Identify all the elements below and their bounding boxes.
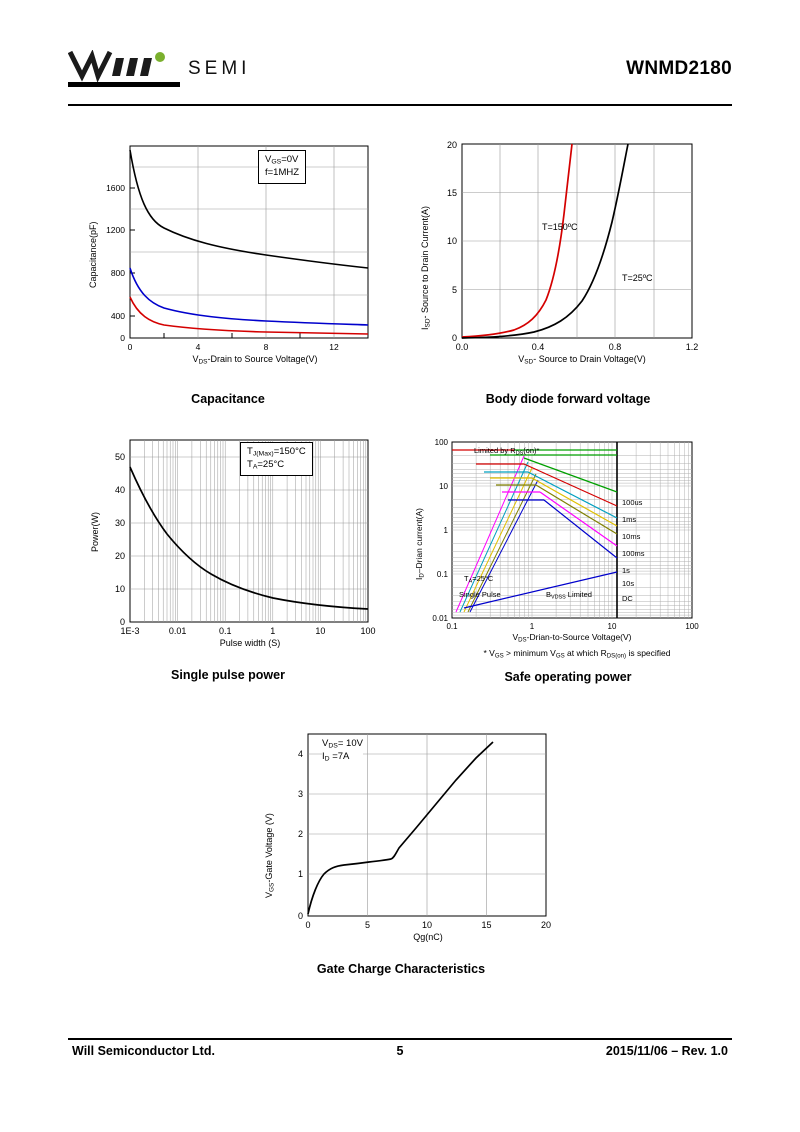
svg-text:1200: 1200 bbox=[106, 225, 125, 235]
safe-operating-caption: Safe operating power bbox=[504, 670, 632, 684]
annotation-bvdss-limited: $B_{VDSS}$ Limited bbox=[546, 590, 592, 601]
single-pulse-annotation bbox=[240, 442, 313, 476]
svg-text:20: 20 bbox=[540, 920, 552, 930]
svg-text:0.01: 0.01 bbox=[432, 614, 448, 623]
footer-company: Will Semiconductor Ltd. bbox=[72, 1044, 215, 1058]
svg-text:10: 10 bbox=[114, 584, 125, 594]
footer-page-number: 5 bbox=[396, 1044, 404, 1058]
svg-text:0: 0 bbox=[451, 333, 457, 343]
svg-text:100: 100 bbox=[434, 438, 448, 447]
svg-text:0.1: 0.1 bbox=[436, 570, 448, 579]
svg-text:0.01: 0.01 bbox=[168, 626, 187, 636]
svg-text:20: 20 bbox=[446, 140, 457, 150]
svg-text:10: 10 bbox=[439, 482, 448, 491]
safe-operating-x-axis-label: $V_{DS}-Drian-to$-Source Voltage(V) bbox=[512, 632, 632, 644]
annotation-100us: 100us bbox=[622, 498, 643, 507]
svg-text:0.1: 0.1 bbox=[218, 626, 232, 636]
figure-safe-operating-power bbox=[404, 422, 732, 684]
figure-body-diode bbox=[404, 128, 732, 406]
svg-text:10: 10 bbox=[421, 920, 433, 930]
company-logo bbox=[68, 50, 268, 96]
safe-operating-y-axis-label: $I_D$–Drian current(A) bbox=[414, 508, 426, 580]
body-diode-plot bbox=[404, 128, 732, 378]
svg-text:1: 1 bbox=[297, 869, 303, 879]
svg-text:1: 1 bbox=[443, 526, 448, 535]
svg-text:100: 100 bbox=[360, 626, 376, 636]
svg-text:40: 40 bbox=[114, 485, 125, 495]
svg-text:30: 30 bbox=[114, 518, 125, 528]
annotation-10ms: 10ms bbox=[622, 532, 641, 541]
svg-text:10: 10 bbox=[607, 622, 617, 631]
safe-operating-footnote: * $V_{GS}$ > minimum $V_{GS}$ at which $R_{DS(on)}$ is specified bbox=[483, 648, 671, 660]
svg-text:1: 1 bbox=[529, 622, 535, 631]
figure-capacitance bbox=[68, 128, 388, 406]
svg-text:400: 400 bbox=[110, 311, 125, 321]
logo-text: SEMI bbox=[188, 58, 251, 79]
gate-charge-x-axis-label: Qg(nC) bbox=[413, 932, 443, 942]
annotation-10s: 10s bbox=[622, 579, 635, 588]
single-pulse-x-axis-label: Pulse width (S) bbox=[219, 638, 281, 648]
figure-gate-charge bbox=[236, 716, 566, 976]
svg-text:0: 0 bbox=[119, 617, 125, 627]
svg-text:2: 2 bbox=[297, 829, 303, 839]
svg-text:1: 1 bbox=[270, 626, 276, 636]
annotation-100ms: 100ms bbox=[622, 549, 645, 558]
annotation-1ms: 1ms bbox=[622, 515, 637, 524]
svg-text:100: 100 bbox=[685, 622, 699, 631]
annotation-t150: T=150ºC bbox=[542, 222, 578, 232]
svg-text:0: 0 bbox=[297, 911, 303, 921]
annotation-ta-25c: $T_A=25^\circ C$ bbox=[464, 574, 494, 585]
gate-charge-plot bbox=[236, 716, 566, 946]
svg-text:0.1: 0.1 bbox=[446, 622, 458, 631]
svg-text:800: 800 bbox=[110, 268, 125, 278]
svg-text:15: 15 bbox=[481, 920, 492, 930]
footer-revision: 2015/11/06 – Rev. 1.0 bbox=[605, 1044, 728, 1058]
svg-text:10: 10 bbox=[446, 236, 457, 246]
footer-divider bbox=[68, 1038, 732, 1040]
annotation-tjmax: $T_{J(Max)}=150^\circ C$ bbox=[247, 446, 306, 458]
single-pulse-power-plot bbox=[68, 422, 388, 652]
annotation-id: $I_D =7A$ bbox=[322, 750, 350, 763]
header-divider bbox=[68, 104, 732, 106]
single-pulse-caption: Single pulse power bbox=[171, 668, 285, 682]
svg-text:4: 4 bbox=[195, 342, 201, 352]
body-diode-x-axis-label: $V_{SD}-$ Source to Drain Voltage(V) bbox=[518, 354, 646, 366]
svg-text:4: 4 bbox=[297, 749, 303, 759]
annotation-single-pulse: Single Pulse bbox=[459, 590, 501, 599]
svg-text:0.4: 0.4 bbox=[531, 342, 545, 352]
capacitance-annotation bbox=[258, 150, 306, 184]
logo-underline bbox=[68, 82, 180, 87]
svg-text:5: 5 bbox=[451, 285, 457, 295]
svg-text:3: 3 bbox=[297, 789, 303, 799]
figure-single-pulse-power bbox=[68, 422, 388, 682]
annotation-vgs: $V_{GS}=0V$ bbox=[265, 154, 299, 166]
part-number: WNMD2180 bbox=[626, 58, 732, 79]
will-wordmark-icon bbox=[68, 50, 180, 84]
svg-text:10: 10 bbox=[315, 626, 326, 636]
svg-text:1.2: 1.2 bbox=[685, 342, 699, 352]
capacitance-caption: Capacitance bbox=[191, 392, 265, 406]
annotation-1s: 1s bbox=[622, 566, 630, 575]
svg-text:0: 0 bbox=[120, 333, 125, 343]
gate-charge-annotation bbox=[322, 738, 363, 764]
annotation-ta: $T_A=25^\circ C$ bbox=[247, 458, 285, 471]
svg-text:12: 12 bbox=[329, 342, 339, 352]
svg-text:0.8: 0.8 bbox=[608, 342, 622, 352]
annotation-rdson-limit: Limited by $R_{DS}(on)*$ bbox=[474, 446, 540, 457]
body-diode-y-axis-label: $I_{SD}-$ Source to Drain Current(A) bbox=[420, 205, 432, 330]
svg-text:15: 15 bbox=[446, 188, 457, 198]
page-header bbox=[68, 50, 732, 102]
annotation-frequency: f=1MHZ bbox=[265, 166, 300, 178]
body-diode-caption: Body diode forward voltage bbox=[485, 392, 651, 406]
annotation-vds: $V_{DS}= 10V$ bbox=[322, 738, 363, 750]
svg-text:20: 20 bbox=[114, 551, 125, 561]
svg-text:8: 8 bbox=[263, 342, 269, 352]
gate-charge-caption: Gate Charge Characteristics bbox=[316, 962, 486, 976]
svg-text:1600: 1600 bbox=[106, 183, 125, 193]
capacitance-x-axis-label: $V_{DS}$-Drain to Source Voltage(V) bbox=[192, 354, 318, 366]
gate-charge-y-axis-label: $V_{GS}$-Gate Voltage (V) bbox=[264, 813, 276, 898]
safe-operating-power-plot bbox=[404, 422, 732, 662]
svg-text:5: 5 bbox=[364, 920, 371, 930]
svg-text:1E-3: 1E-3 bbox=[120, 626, 140, 636]
capacitance-plot bbox=[68, 128, 388, 378]
single-pulse-y-axis-label: Power(W) bbox=[90, 512, 100, 552]
svg-text:0: 0 bbox=[305, 920, 311, 930]
annotation-t25: T=25ºC bbox=[622, 273, 653, 283]
will-logo-icon bbox=[68, 50, 180, 84]
svg-text:0: 0 bbox=[127, 342, 133, 352]
capacitance-y-axis-label: Capacitance(pF) bbox=[88, 221, 98, 288]
svg-text:50: 50 bbox=[114, 452, 125, 462]
annotation-dc: DC bbox=[622, 594, 633, 603]
svg-text:0.0: 0.0 bbox=[455, 342, 469, 352]
